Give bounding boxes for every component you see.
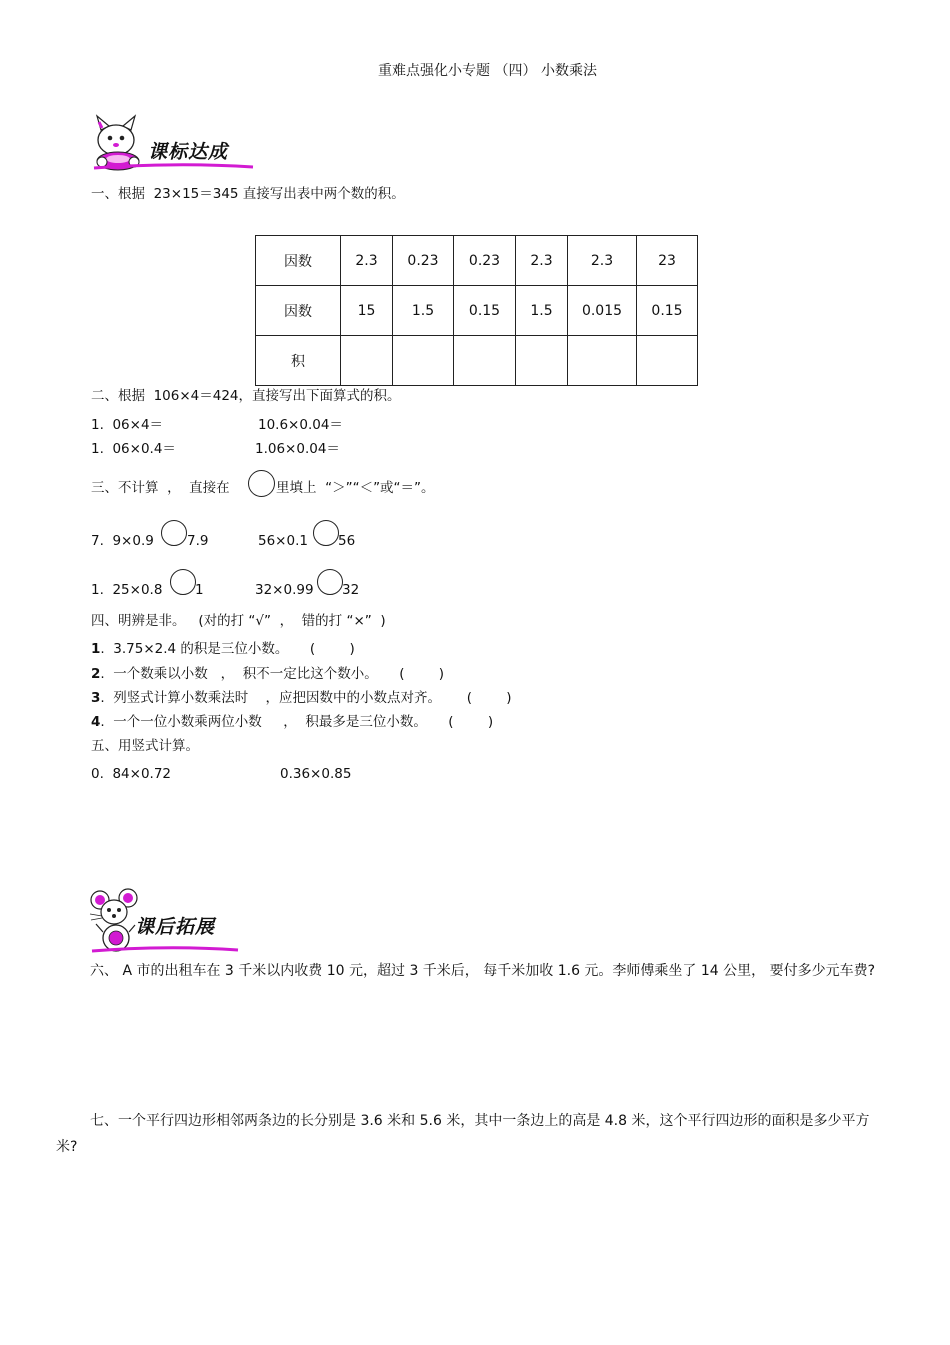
circle-placeholder-icon [248, 470, 275, 497]
judge-item [91, 668, 444, 682]
table-cell: 0.23 [393, 236, 454, 286]
judge-item [91, 692, 512, 706]
factors-table [255, 235, 698, 386]
table-cell: 1.5 [393, 286, 454, 336]
compare-circle-input[interactable] [170, 569, 196, 595]
badge-label-extension: 课后拓展 [135, 916, 216, 938]
compare-1-left: 7. 9×0.9 [91, 533, 154, 549]
table-cell: 2.3 [341, 236, 393, 286]
table-cell: 0.15 [637, 286, 698, 336]
table-row [256, 236, 698, 286]
table-cell: 0.15 [454, 286, 516, 336]
compare-circle-input[interactable] [317, 569, 343, 595]
judge-item [91, 716, 493, 730]
compare-circle-input[interactable] [313, 520, 339, 546]
table-cell: 1.5 [516, 286, 568, 336]
section-1-prompt: 一、根据 23×15＝345 直接写出表中两个数的积。 [91, 186, 405, 202]
compare-2-left: 56×0.1 [258, 533, 308, 549]
judge-item-text: . 列竖式计算小数乘法时 ，应把因数中的小数点对齐。 ( ) [100, 690, 512, 706]
judge-item-text: . 3.75×2.4 的积是三位小数。 ( ) [100, 641, 355, 657]
judge-item-number: 3 [91, 690, 101, 706]
table-row-label: 因数 [256, 236, 341, 286]
compare-3-right: 1 [195, 582, 204, 598]
compare-circle-input[interactable] [161, 520, 187, 546]
compare-4-left: 32×0.99 [255, 582, 314, 598]
table-cell: 23 [637, 236, 698, 286]
badge-label-standards: 课标达成 [148, 141, 229, 163]
answer-cell[interactable] [516, 336, 568, 386]
table-row [256, 286, 698, 336]
section-2-prompt: 二、根据 106×4＝424，直接写出下面算式的积。 [91, 388, 401, 404]
section-2-q4: 1.06×0.04＝ [255, 441, 340, 457]
compare-4-right: 32 [342, 582, 360, 598]
answer-cell[interactable] [341, 336, 393, 386]
compare-2-right: 56 [338, 533, 356, 549]
table-cell: 15 [341, 286, 393, 336]
table-cell: 0.015 [568, 286, 637, 336]
section-2-q2: 10.6×0.04＝ [258, 417, 343, 433]
table-cell: 0.23 [454, 236, 516, 286]
vertical-calc-1: 0. 84×0.72 [91, 766, 172, 782]
judge-item-text: . 一个数乘以小数 ， 积不一定比这个数小。 ( ) [100, 666, 445, 682]
compare-3-left: 1. 25×0.8 [91, 582, 163, 598]
answer-cell[interactable] [568, 336, 637, 386]
answer-cell[interactable] [454, 336, 516, 386]
answer-cell[interactable] [637, 336, 698, 386]
judge-item-number: 1 [91, 641, 101, 657]
section-3-prompt-tail: 里填上 “＞”“＜”或“＝”。 [276, 480, 435, 496]
table-cell: 2.3 [568, 236, 637, 286]
vertical-calc-2: 0.36×0.85 [280, 766, 352, 782]
judge-item-text: . 一个一位小数乘两位小数 ， 积最多是三位小数。 ( ) [100, 714, 494, 730]
compare-1-right: 7.9 [187, 533, 209, 549]
section-3-prompt: 三、不计算 ， 直接在 [91, 480, 230, 496]
section-6-problem: 六、 A 市的出租车在 3 千米以内收费 10 元，超过 3 千米后， 每千米加收 1.6 元。李师傅乘坐了 14 公里， 要付多少元车费? [90, 963, 876, 979]
section-7-problem: 七、一个平行四边形相邻两条边的长分别是 3.6 米和 5.6 米，其中一条边上的高是 4.8 米，这个平行四边形的面积是多少平方米? [56, 1113, 870, 1155]
table-row-label: 因数 [256, 286, 341, 336]
table-row-label: 积 [256, 336, 341, 386]
section-4-prompt: 四、明辨是非。 (对的打 “√” ， 错的打 “×” ) [91, 613, 386, 629]
table-cell: 2.3 [516, 236, 568, 286]
judge-item-number: 4 [91, 714, 101, 730]
section-2-q1: 1. 06×4＝ [91, 417, 164, 433]
section-5-prompt: 五、用竖式计算。 [91, 738, 199, 754]
section-2-q3: 1. 06×0.4＝ [91, 441, 176, 457]
page-title: 重难点强化小专题 （四） 小数乘法 [378, 63, 597, 79]
answer-cell[interactable] [393, 336, 454, 386]
judge-item-number: 2 [91, 666, 101, 682]
judge-item [91, 643, 355, 657]
table-row [256, 336, 698, 386]
